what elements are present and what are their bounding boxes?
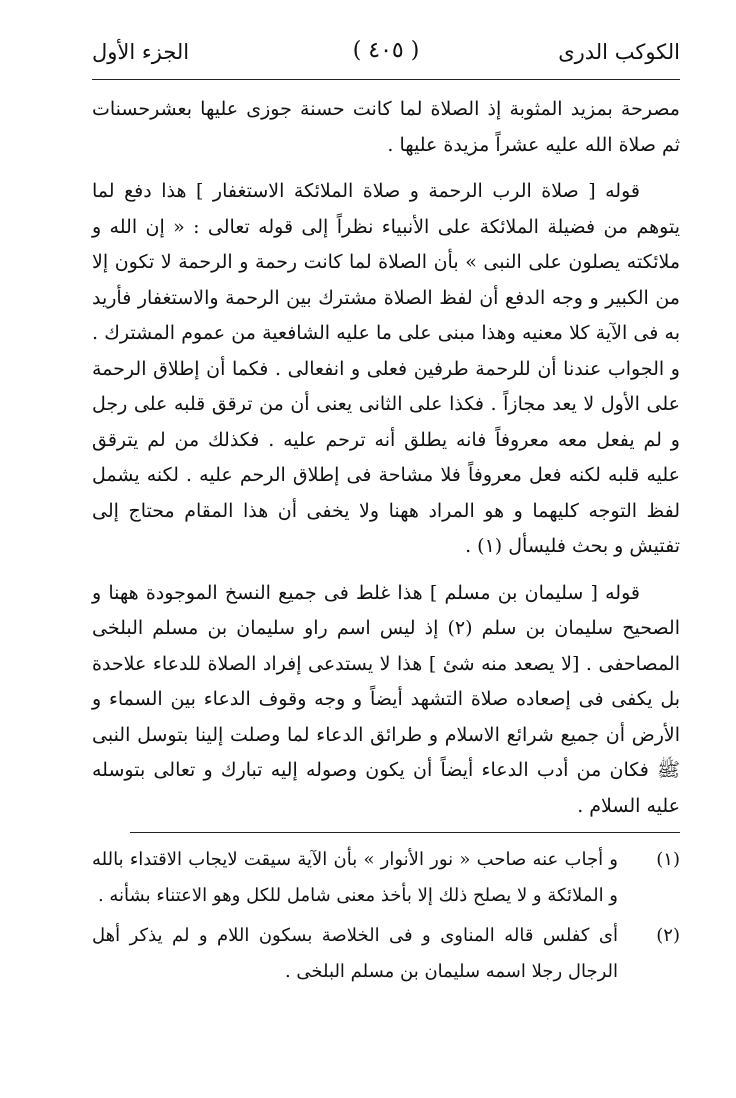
volume-label: الجزء الأول: [92, 40, 190, 64]
footnote-marker: (٢): [656, 925, 680, 946]
footnote-marker: (١): [656, 849, 680, 870]
paragraph: قوله [ صلاة الرب الرحمة و صلاة الملائكة الاستغفار ] هذا دفع لما يتوهم من فضيلة الملائكة على الأنبياء نظراً إلى قوله تعالى : « إن الله و ملائكته يصلون على النبى » بأن الصلاة لما كانت رحمة و الرحمة لا تكون إلا من الكبير و وجه الدفع أن لفظ الصلاة مشترك بين الرحمة والاستغفار فأريد به فى الآية كلا معنيه وهذا مبنى على ما عليه الشافعية من عموم المشترك . و الجواب عندنا أن للرحمة طرفين فعلى و انفعالى . فكما أن إطلاق الرحمة على الأول لا يعد مجازاً . فكذا على الثانى يعنى أن من ترقق قلبه على رجل و لم يفعل معه معروفاً فانه يطلق أنه ترحم عليه . فكذلك من لم يترقق عليه قلبه لكنه فعل معروفاً فلا مشاحة فى إطلاق الرحم عليه . لكنه يشمل لفظ التوجه كليهما و هو المراد ههنا ولا يخفى أن هذا المقام محتاج إلى تفتيش و بحث فليسأل (١) .: [92, 180, 680, 557]
footnote-text: أى كفلس قاله المناوى و فى الخلاصة بسكون اللام و لم يذكر أهل الرجال رجلا اسمه سليمان بن مسلم البلخى .: [92, 925, 618, 982]
main-text: [92, 92, 680, 835]
running-header: [92, 36, 680, 76]
book-title: الكوكب الدرى: [558, 40, 680, 64]
footnote: [92, 842, 680, 914]
header-rule: [92, 79, 680, 80]
paragraph: قوله [ سليمان بن مسلم ] هذا غلط فى جميع النسخ الموجودة ههنا و الصحيح سليمان بن سلم (٢) إذ ليس اسم راو سليمان بن مسلم البلخى المصاحفى . [لا يصعد منه شئ ] هذا لا يستدعى إفراد الصلاة للدعاء علاحدة بل يكفى فى إصعاده صلاة التشهد أيضاً و وجه وقوف الدعاء بين السماء و الأرض أن جميع شرائع الاسلام و طرائق الدعاء لما وصلت إلينا بتوسل النبى ﷺ فكان من أدب الدعاء أيضاً أن يكون وصوله إليه تبارك و تعالى بتوسله عليه السلام .: [92, 581, 680, 817]
paragraph: مصرحة بمزيد المثوبة إذ الصلاة لما كانت حسنة جوزى عليها بعشرحسنات ثم صلاة الله عليه عشراً مزيدة عليها .: [92, 98, 680, 156]
page-number: ( ٤٠٥ ): [352, 38, 420, 63]
footnote: [92, 918, 680, 990]
footnote-text: و أجاب عنه صاحب « نور الأنوار » بأن الآية سيقت لايجاب الاقتداء بالله و الملائكة و لا يصلح ذلك إلا بأخذ معنى شامل للكل وهو الاعتناء بشأنه .: [92, 849, 618, 906]
footnotes: [92, 842, 680, 994]
footnote-rule: [130, 832, 680, 833]
